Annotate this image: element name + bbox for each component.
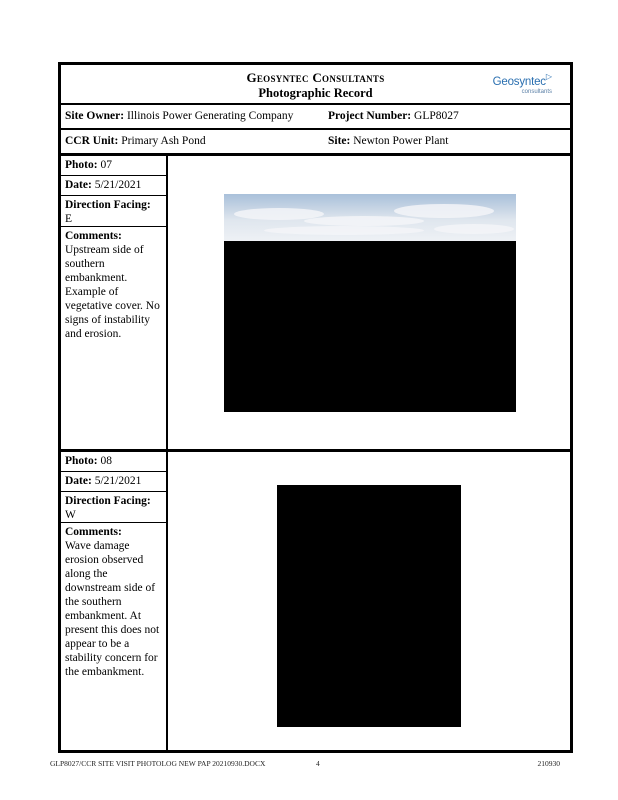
site-field bbox=[328, 135, 448, 147]
sky-region bbox=[224, 194, 516, 241]
date-cell bbox=[61, 472, 166, 492]
photo-number-cell bbox=[61, 452, 166, 472]
photo-number-label: Photo: bbox=[65, 159, 98, 171]
photo-07-image bbox=[224, 194, 516, 412]
project-number-label: Project Number: bbox=[328, 110, 412, 122]
photo-area-07 bbox=[168, 156, 570, 449]
photo-08-image bbox=[277, 485, 461, 727]
photo-number-cell bbox=[61, 156, 166, 176]
photo-number-value: 08 bbox=[100, 455, 112, 467]
comments-cell bbox=[61, 523, 166, 681]
direction-cell bbox=[61, 196, 166, 227]
photo-record-sheet bbox=[58, 62, 573, 753]
date-cell bbox=[61, 176, 166, 196]
comments-label: Comments: bbox=[65, 230, 122, 242]
logo-wordmark: Geosyntec bbox=[492, 76, 546, 88]
direction-value: W bbox=[65, 509, 76, 521]
page-footer bbox=[50, 759, 560, 771]
photo-meta-08 bbox=[61, 452, 168, 750]
date-label: Date: bbox=[65, 475, 92, 487]
comments-label: Comments: bbox=[65, 526, 122, 538]
project-number-field bbox=[328, 110, 459, 122]
company-name: Geosyntec Consultants bbox=[246, 70, 385, 85]
footer-page-number: 4 bbox=[316, 759, 320, 768]
site-owner-value: Illinois Power Generating Company bbox=[126, 110, 294, 122]
site-owner-field bbox=[65, 110, 293, 122]
direction-label: Direction Facing: bbox=[65, 495, 151, 507]
info-row-owner bbox=[61, 105, 570, 130]
info-row-unit bbox=[61, 130, 570, 156]
geosyntec-logo bbox=[493, 72, 552, 95]
ccr-unit-field bbox=[65, 135, 206, 147]
site-value: Newton Power Plant bbox=[353, 135, 449, 147]
direction-value: E bbox=[65, 213, 73, 225]
footer-filename: GLP8027/CCR SITE VISIT PHOTOLOG NEW PAP 20210930.DOCX bbox=[50, 759, 266, 768]
date-value: 5/21/2021 bbox=[94, 179, 142, 191]
photo-number-label: Photo: bbox=[65, 455, 98, 467]
logo-arrow-icon: ▷ bbox=[545, 72, 552, 81]
comments-text: Wave damage erosion observed along the downstream side of the southern embankment. At present this does not appear to be a stability concern for the embankment. bbox=[65, 540, 160, 678]
date-value: 5/21/2021 bbox=[94, 475, 142, 487]
page-title: Photographic Record bbox=[258, 86, 373, 100]
project-number-value: GLP8027 bbox=[414, 110, 459, 122]
photo-number-value: 07 bbox=[100, 159, 112, 171]
photo-block-08 bbox=[61, 452, 570, 750]
photo-meta-07 bbox=[61, 156, 168, 449]
document-header bbox=[61, 65, 570, 105]
site-label: Site: bbox=[328, 135, 351, 147]
date-label: Date: bbox=[65, 179, 92, 191]
photo-area-08 bbox=[168, 452, 570, 750]
logo-subtitle: consultants bbox=[521, 89, 552, 95]
comments-text: Upstream side of southern embankment. Example of vegetative cover. No signs of instability and erosion. bbox=[65, 244, 160, 340]
direction-label: Direction Facing: bbox=[65, 199, 151, 211]
comments-cell bbox=[61, 227, 166, 343]
direction-cell bbox=[61, 492, 166, 523]
photo-block-07 bbox=[61, 156, 570, 452]
ccr-unit-value: Primary Ash Pond bbox=[121, 135, 206, 147]
ccr-unit-label: CCR Unit: bbox=[65, 135, 119, 147]
footer-date-code: 210930 bbox=[537, 759, 560, 768]
site-owner-label: Site Owner: bbox=[65, 110, 125, 122]
